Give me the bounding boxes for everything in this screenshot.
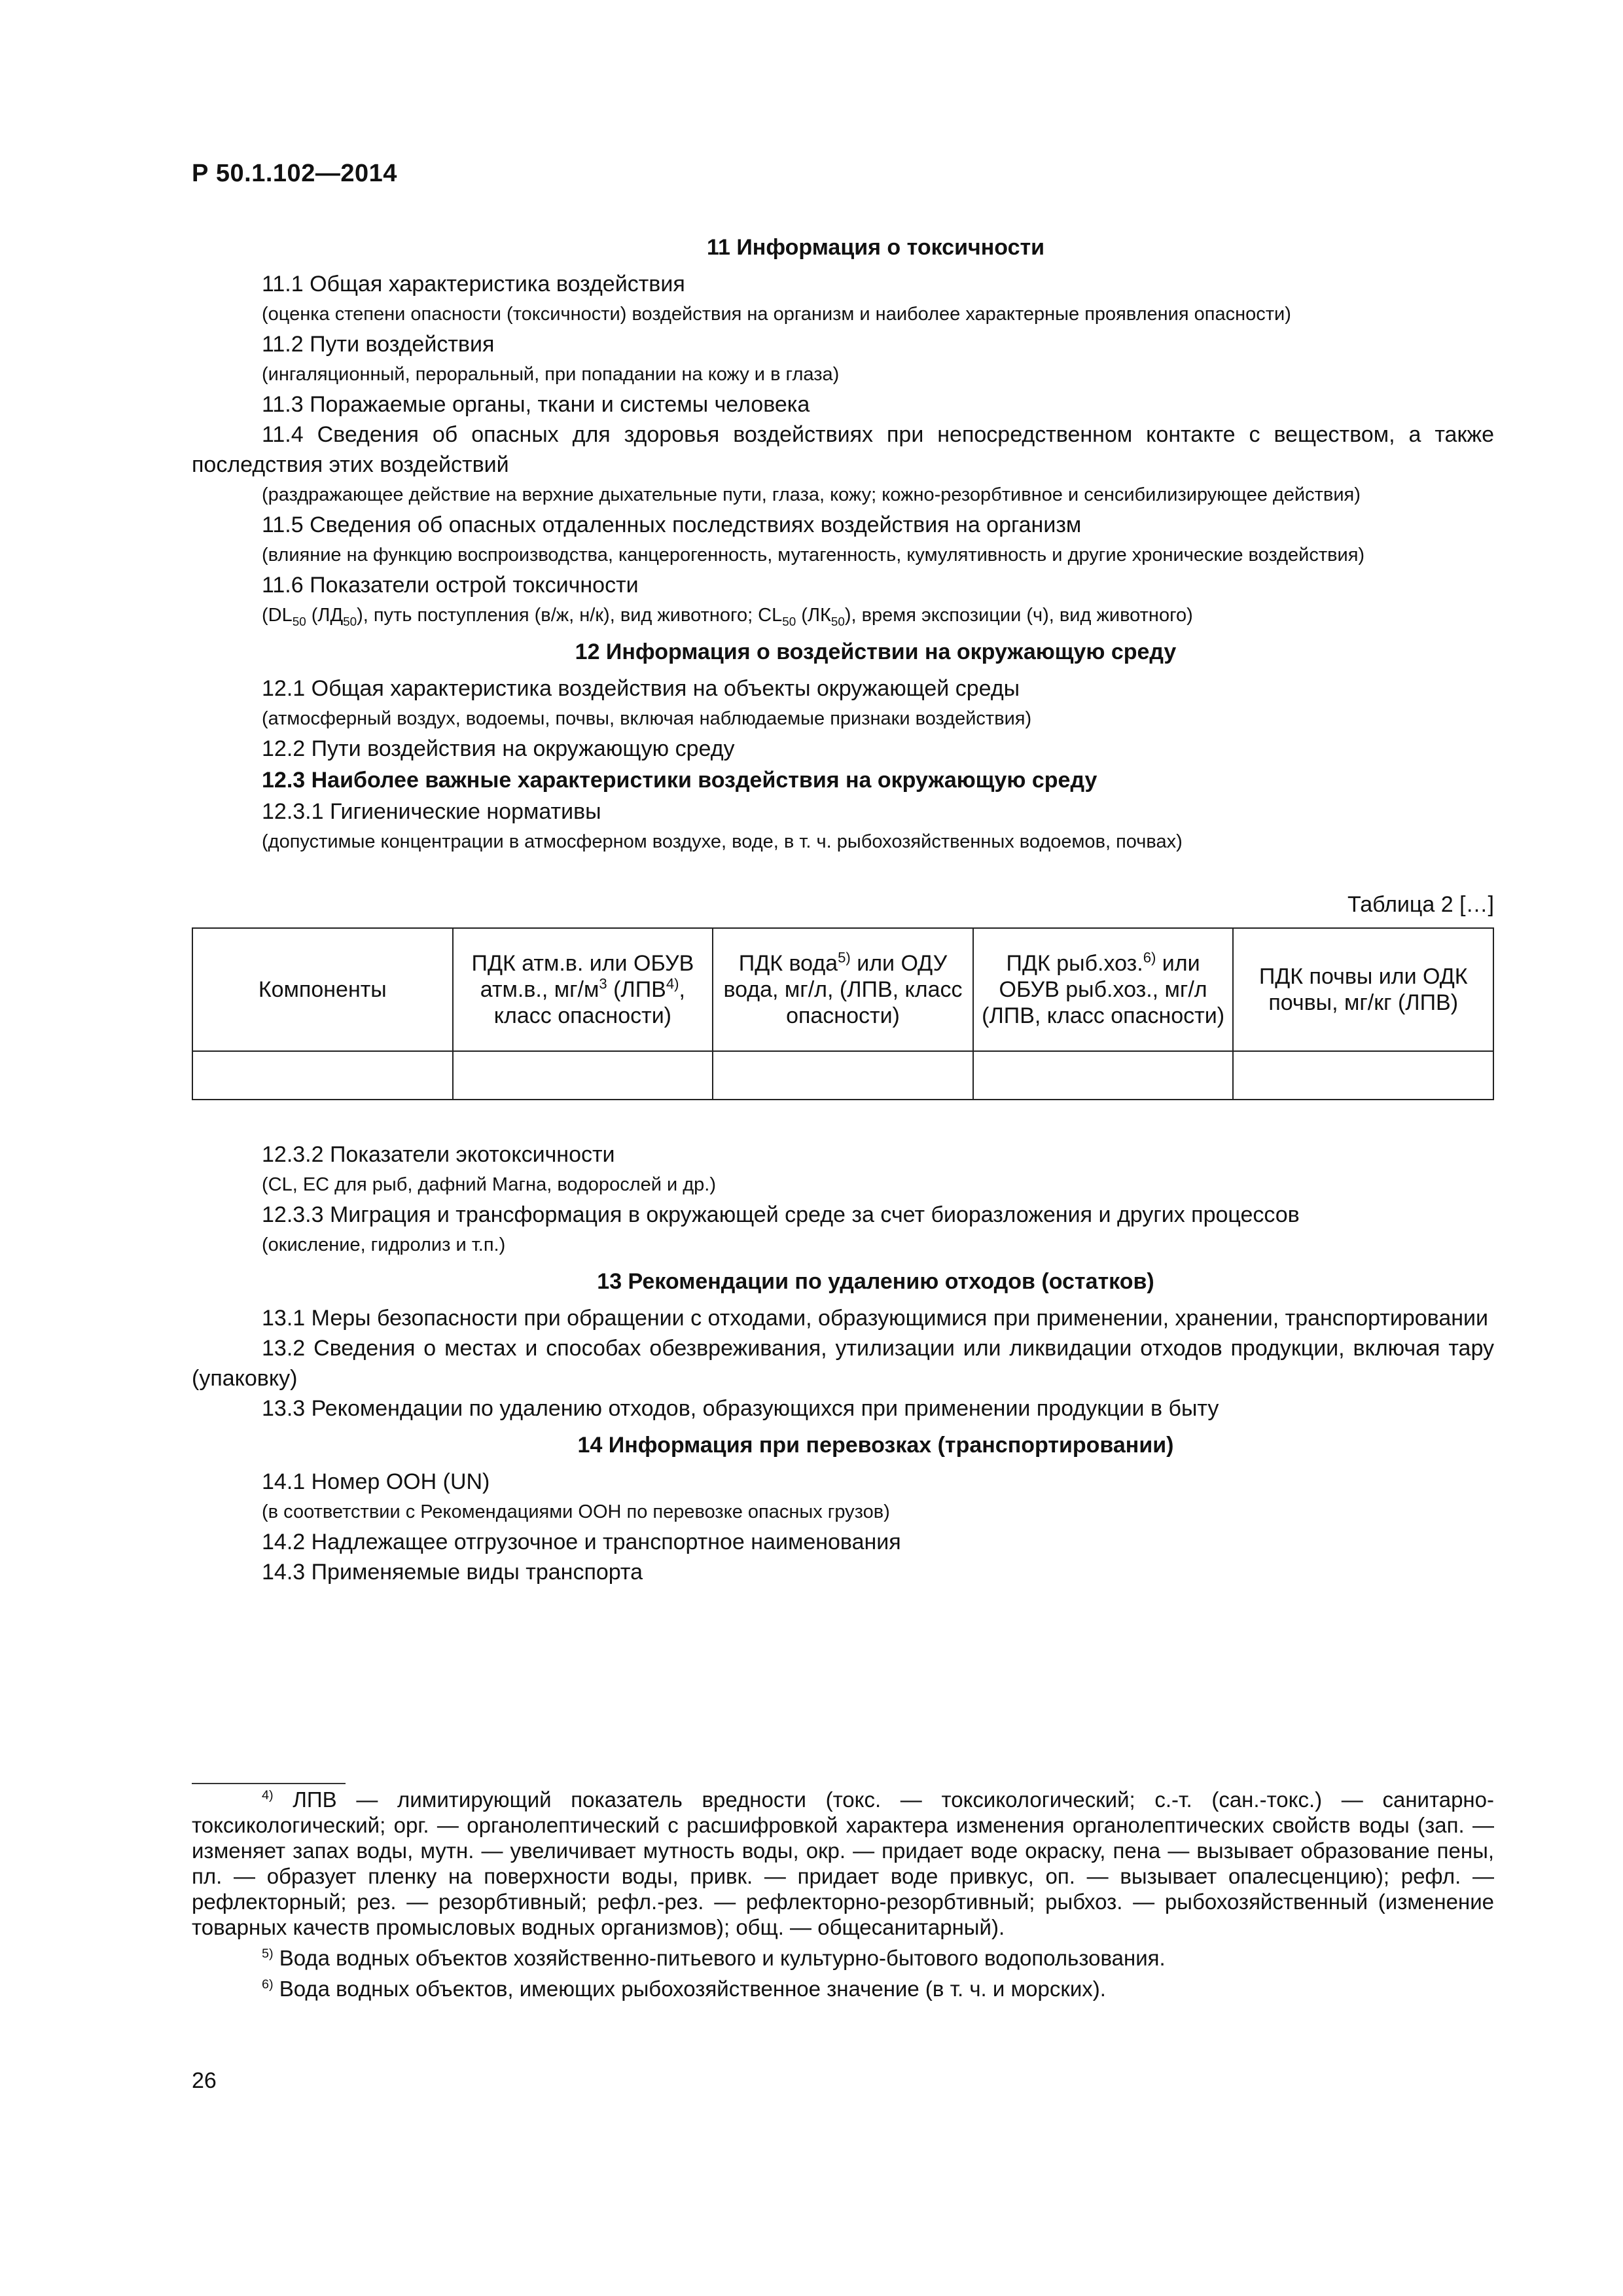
- item-13-1: 13.1 Меры безопасности при обращении с отходами, образующимися при применении, хранении, транспортировании: [262, 1306, 1489, 1331]
- table-header-row: [192, 928, 1493, 1051]
- item-11-6-note: ($DL_{50}$ $(ЛД_{50})$, путь поступления (в/ж, н/к), вид животного; $CL_{50}$ $(ЛК_{50})$, время экспозиции (ч), вид животного): [262, 605, 1193, 628]
- item-11-2-note: (ингаляционный, пероральный, при попадании на кожу и в глаза): [262, 364, 840, 385]
- footnote-4: $^{4)}$ ЛПВ — лимитирующий показатель вредности (токс. — токсикологический; с.-т. (сан.-токс.) — санитарно-токсикологический; орг. — органолептический с расшифровкой характера изменения органолептических свойств воды (зап. — изменяет запах воды, мутн. — увеличивает мутность воды, окр. — придает воде окраску, пена — вызывает образование пены, пл. — образует пленку на поверхности воды, привк. — придает воде привкус, оп. — вызывает опалесценцию); рефл. — рефлекторный; рез. — резорбтивный; рефл.-рез. — рефлекторно-резорбтивный; рыбхоз. — рыбохозяйственный (изменение товарных качеств промысловых водных организмов); общ. — общесанитарный).: [192, 1787, 1494, 1939]
- item-14-3: 14.3 Применяемые виды транспорта: [262, 1560, 643, 1585]
- document-body: [192, 232, 1494, 1587]
- item-12-3-3: 12.3.3 Миграция и трансформация в окружающей среде за счет биоразложения и других процессов: [262, 1202, 1300, 1227]
- item-12-3-2-note: (CL, EC для рыб, дафний Магна, водорослей и др.): [262, 1174, 717, 1195]
- item-13-3: 13.3 Рекомендации по удалению отходов, образующихся при применении продукции в быту: [262, 1396, 1219, 1421]
- page-number: 26: [192, 2068, 217, 2093]
- item-12-3-1: 12.3.1 Гигиенические нормативы: [262, 799, 601, 824]
- item-12-1: 12.1 Общая характеристика воздействия на объекты окружающей среды: [262, 676, 1020, 701]
- item-11-3: 11.3 Поражаемые органы, ткани и системы человека: [262, 392, 810, 417]
- document-code: Р 50.1.102—2014: [192, 160, 397, 187]
- item-12-2: 12.2 Пути воздействия на окружающую среду: [262, 736, 735, 761]
- table-row: [192, 1051, 1493, 1100]
- section-14-title: 14 Информация при перевозках (транспортировании): [577, 1433, 1174, 1458]
- item-12-3: 12.3 Наиболее важные характеристики воздействия на окружающую среду: [262, 768, 1097, 793]
- footnote-6: $^{6)}$ Вода водных объектов, имеющих рыбохозяйственное значение (в т. ч. и морских).: [262, 1977, 1106, 2001]
- item-11-2: 11.2 Пути воздействия: [262, 332, 495, 357]
- footnote-5: $^{5)}$ Вода водных объектов хозяйственно-питьевого и культурно-бытового водопользования.: [262, 1946, 1166, 1970]
- table-caption: Таблица 2 […]: [1347, 892, 1494, 917]
- table-cell: [453, 1051, 713, 1100]
- section-13-title: 13 Рекомендации по удалению отходов (остатков): [597, 1269, 1154, 1294]
- section-11-title: 11 Информация о токсичности: [706, 235, 1045, 260]
- col-pdk-fish: ПДК рыб.хоз.$^{6)}$ или ОБУВ рыб.хоз., мг/л (ЛПВ, класс опасности): [973, 928, 1234, 1051]
- col-components: Компоненты: [192, 928, 453, 1051]
- section-12-title: 12 Информация о воздействии на окружающую среду: [575, 639, 1177, 664]
- item-11-5-note: (влияние на функцию воспроизводства, канцерогенность, мутагенность, кумулятивность и другие хронические воздействия): [262, 545, 1365, 565]
- item-14-1-note: (в соответствии с Рекомендациями ООН по перевозке опасных грузов): [262, 1501, 890, 1522]
- item-12-3-2: 12.3.2 Показатели экотоксичности: [262, 1142, 615, 1167]
- table-cell: [1233, 1051, 1493, 1100]
- table-cell: [192, 1051, 453, 1100]
- item-12-3-1-note: (допустимые концентрации в атмосферном воздухе, воде, в т. ч. рыбохозяйственных водоемов, почвах): [262, 831, 1183, 852]
- col-pdk-water: ПДК вода$^{5)}$ или ОДУ вода, мг/л, (ЛПВ, класс опасности): [713, 928, 973, 1051]
- item-11-1-note: (оценка степени опасности (токсичности) воздействия на организм и наиболее характерные проявления опасности): [262, 304, 1291, 325]
- item-11-5: 11.5 Сведения об опасных отдаленных последствиях воздействия на организм: [262, 512, 1082, 537]
- col-pdk-air: ПДК атм.в. или ОБУВ атм.в., $мг/м^3$ (ЛПВ$^{4)}$, класс опасности): [453, 928, 713, 1051]
- item-12-1-note: (атмосферный воздух, водоемы, почвы, включая наблюдаемые признаки воздействия): [262, 708, 1032, 729]
- footnotes: [192, 1787, 1494, 2007]
- item-11-4-note: (раздражающее действие на верхние дыхательные пути, глаза, кожу; кожно-резорбтивное и сенсибилизирующее действия): [262, 484, 1361, 505]
- item-12-3-3-note: (окисление, гидролиз и т.п.): [262, 1234, 506, 1255]
- item-14-2: 14.2 Надлежащее отгрузочное и транспортное наименования: [262, 1530, 901, 1554]
- table-cell: [973, 1051, 1234, 1100]
- col-pdk-soil: ПДК почвы или ОДК почвы, мг/кг (ЛПВ): [1233, 928, 1493, 1051]
- hygienic-standards-table: [192, 927, 1494, 1100]
- item-14-1: 14.1 Номер ООН (UN): [262, 1469, 490, 1494]
- item-11-6: 11.6 Показатели острой токсичности: [262, 573, 639, 598]
- table-cell: [713, 1051, 973, 1100]
- item-13-2: 13.2 Сведения о местах и способах обезвреживания, утилизации или ликвидации отходов продукции, включая тару (упаковку): [192, 1336, 1494, 1391]
- footnote-divider: [192, 1783, 346, 1784]
- item-11-1: 11.1 Общая характеристика воздействия: [262, 272, 685, 296]
- item-11-4: 11.4 Сведения об опасных для здоровья воздействиях при непосредственном контакте с веществом, а также последствия этих воздействий: [192, 422, 1494, 477]
